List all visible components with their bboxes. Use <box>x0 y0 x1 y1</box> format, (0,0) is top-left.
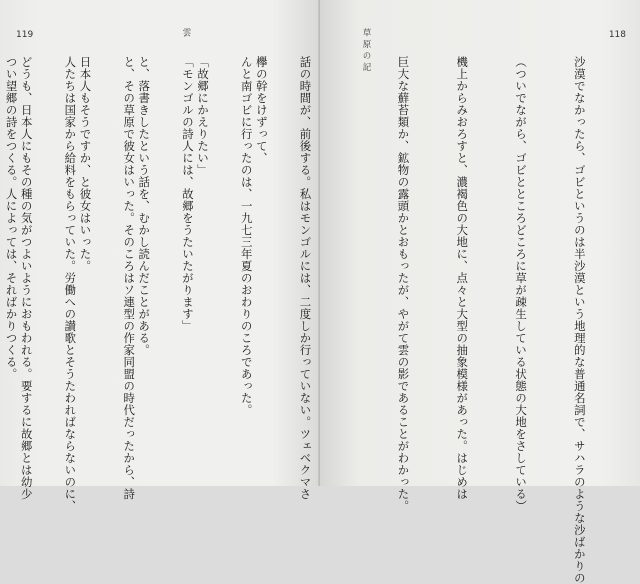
text-line: 人たちは国家から給料をもらっていた。労働への讃歌とそうたわればならないのに、 <box>63 56 78 512</box>
right-page-body <box>0 56 628 584</box>
text-line: 「モンゴルの詩人には、故郷をうたいたがります」 <box>180 56 195 332</box>
left-running-head: 雲 <box>181 28 191 40</box>
text-line: どうも、日本人にもその種の気がつよいようにおもわれる。要するに故郷とは幼少 <box>19 56 34 500</box>
text-line: 沙漠でなかったら、ゴビというのは半沙漠という地理的な普通名詞で、サハラのような沙ばかりの <box>572 56 587 584</box>
left-page-number: 119 <box>16 30 34 40</box>
text-line: 機上からみおろすと、濃褐色の大地に、点々と大型の抽象模様があった。はじめは <box>455 56 470 500</box>
text-line: 巨大な蘚苔類か、鉱物の露頭かとおもったが、やがて雲の影であることがわかった。 <box>396 56 411 512</box>
text-line: 「故郷にかえりたい」 <box>196 56 211 176</box>
text-line: （ついでながら、ゴビとところどころに草が疎生している状態の大地をさしている） <box>514 56 529 512</box>
right-running-head: 草原の記 <box>361 28 371 74</box>
right-page-number: 118 <box>608 30 626 40</box>
text-line: 日本人もそうですか、と彼女はいった。 <box>78 56 93 272</box>
text-line: と、その草原で彼女はいった。そのころはソ連型の作家同盟の時代だったから、詩 <box>122 56 137 500</box>
text-line: 話の時間が、前後する。私はモンゴルには、二度しか行っていない。ツェベクマさ <box>298 56 313 500</box>
text-line: んと南ゴビに行ったのは、一九七三年夏のおわりのころであった。 <box>239 56 254 416</box>
text-line: 欅の幹をけずって、 <box>254 56 269 164</box>
text-line: つい望郷の詩をつくる。人によっては、そればかりつくる。 <box>4 56 19 380</box>
text-line: と、落書きしたという話を、むかし読んだことがある。 <box>137 56 152 356</box>
